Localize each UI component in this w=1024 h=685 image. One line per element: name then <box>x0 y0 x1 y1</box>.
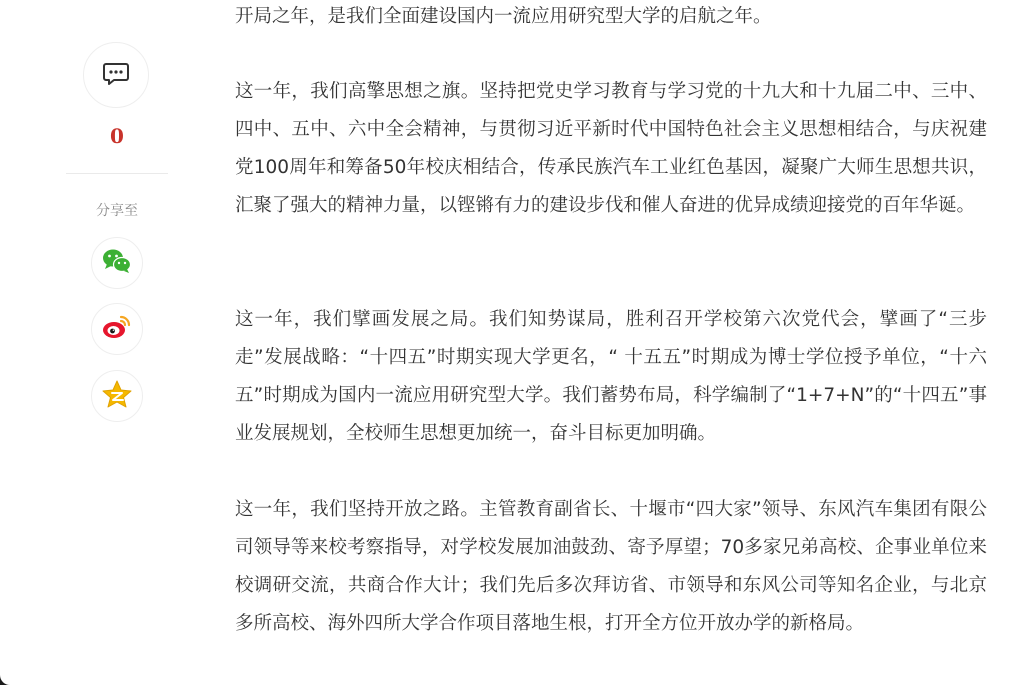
wechat-icon <box>101 247 133 279</box>
article-paragraph: 这一年，我们坚持开放之路。主管教育副省长、十堰市“四大家”领导、东风汽车集团有限公司领导等来校考察指导，对学校发展加油鼓劲、寄予厚望；70多家兄弟高校、企事业单位来校调研交流，共商合作大计；我们先后多次拜访省、市领导和东风公司等知名企业，与北京多所高校、海外四所大学合作项目落地生根，打开全方位开放办学的新格局。 <box>235 499 987 634</box>
comment-button[interactable] <box>83 42 149 108</box>
sidebar-divider <box>66 173 168 174</box>
share-weibo-button[interactable] <box>91 303 143 355</box>
comment-count[interactable]: 0 <box>110 124 124 148</box>
article-paragraph: 开局之年，是我们全面建设国内一流应用研究型大学的启航之年。 <box>235 6 772 27</box>
weibo-icon <box>102 313 132 345</box>
article-paragraph: 这一年，我们高擎思想之旗。坚持把党史学习教育与学习党的十九大和十九届二中、三中、四中、五中、六中全会精神，与贯彻习近平新时代中国特色社会主义思想相结合，与庆祝建党100周年和筹备50年校庆相结合，传承民族汽车工业红色基因，凝聚广大师生思想共识，汇聚了强大的精神力量，以铿锵有力的建设步伐和催人奋进的优异成绩迎接党的百年华诞。 <box>235 81 987 216</box>
share-qzone-button[interactable] <box>91 370 143 422</box>
article-paragraph: 这一年，我们擘画发展之局。我们知势谋局，胜利召开学校第六次党代会，擘画了“三步走”发展战略：“十四五”时期实现大学更名，“ 十五五”时期成为博士学位授予单位，“十六五”时期成为国内一流应用研究型大学。我们蓄势布局，科学编制了“1+7+N”的“十四五”事业发展规划，全校师生思想更加统一，奋斗目标更加明确。 <box>235 309 987 444</box>
qzone-icon <box>101 379 133 413</box>
share-wechat-button[interactable] <box>91 237 143 289</box>
comment-icon <box>101 58 131 92</box>
share-label: 分享至 <box>96 203 138 219</box>
